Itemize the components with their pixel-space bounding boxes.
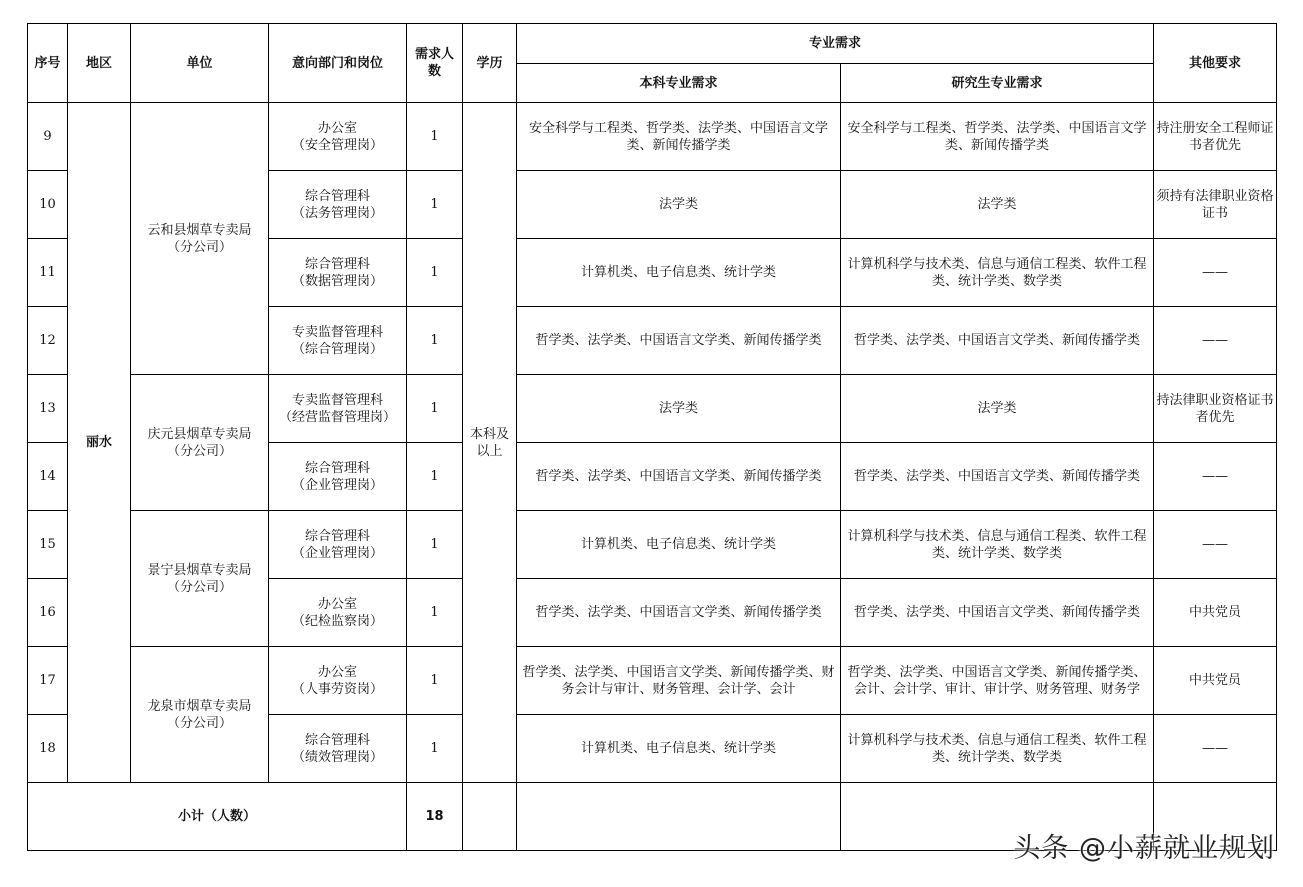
undergrad-major-cell: 计算机类、电子信息类、统计学类 — [517, 715, 841, 783]
dept-name: 专卖监督管理科 — [291, 324, 383, 340]
dept-cell — [269, 715, 407, 783]
dept-name: 办公室 — [317, 120, 357, 136]
undergrad-major-cell: 安全科学与工程类、哲学类、法学类、中国语言文学类、新闻传播学类 — [517, 103, 841, 171]
unit-cell — [131, 511, 269, 647]
other-requirement-cell: —— — [1154, 307, 1277, 375]
count-cell: 1 — [407, 511, 463, 579]
subtotal-undergrad-empty — [517, 783, 841, 851]
post-name: （安全管理岗） — [291, 137, 383, 153]
grad-major-cell: 法学类 — [841, 171, 1154, 239]
watermark: 头条 @小薪就业规划 — [1013, 833, 1275, 864]
dept-name: 综合管理科 — [304, 460, 370, 476]
post-name: （数据管理岗） — [291, 273, 383, 289]
undergrad-major-cell: 哲学类、法学类、中国语言文学类、新闻传播学类 — [517, 579, 841, 647]
subtotal-label: 小计（人数） — [28, 783, 407, 851]
row-seq: 9 — [28, 103, 68, 171]
dept-cell — [269, 171, 407, 239]
recruitment-table — [27, 23, 1277, 851]
dept-cell — [269, 103, 407, 171]
dept-name: 综合管理科 — [304, 256, 370, 272]
dept-name: 办公室 — [317, 596, 357, 612]
row-seq: 16 — [28, 579, 68, 647]
row-seq: 10 — [28, 171, 68, 239]
row-seq: 18 — [28, 715, 68, 783]
region-cell: 丽水 — [68, 103, 131, 783]
subtotal-edu-empty — [463, 783, 517, 851]
table-row — [28, 511, 1277, 579]
undergrad-major-cell: 法学类 — [517, 375, 841, 443]
count-cell: 1 — [407, 715, 463, 783]
header-dept: 意向部门和岗位 — [269, 24, 407, 103]
post-name: （综合管理岗） — [291, 341, 383, 357]
header-unit: 单位 — [131, 24, 269, 103]
other-requirement-cell: 持法律职业资格证书者优先 — [1154, 375, 1277, 443]
grad-major-cell: 计算机科学与技术类、信息与通信工程类、软件工程类、统计学类、数学类 — [841, 239, 1154, 307]
unit-name: 景宁县烟草专卖局 — [147, 562, 252, 578]
table-body — [28, 103, 1277, 851]
count-cell: 1 — [407, 171, 463, 239]
dept-cell — [269, 511, 407, 579]
unit-name: 龙泉市烟草专卖局 — [147, 698, 252, 714]
education-cell: 本科及以上 — [463, 103, 517, 783]
unit-cell — [131, 375, 269, 511]
post-name: （法务管理岗） — [291, 205, 383, 221]
dept-cell — [269, 375, 407, 443]
row-seq: 15 — [28, 511, 68, 579]
post-name: （企业管理岗） — [291, 477, 383, 493]
header-seq: 序号 — [28, 24, 68, 103]
header-major: 专业需求 — [517, 24, 1154, 64]
count-cell: 1 — [407, 647, 463, 715]
undergrad-major-cell: 计算机类、电子信息类、统计学类 — [517, 511, 841, 579]
other-requirement-cell: —— — [1154, 511, 1277, 579]
header-grad: 研究生专业需求 — [841, 64, 1154, 103]
count-cell: 1 — [407, 103, 463, 171]
dept-name: 综合管理科 — [304, 732, 370, 748]
dept-name: 专卖监督管理科 — [291, 392, 383, 408]
unit-sub: （分公司） — [166, 239, 232, 255]
grad-major-cell: 计算机科学与技术类、信息与通信工程类、软件工程类、统计学类、数学类 — [841, 511, 1154, 579]
row-seq: 17 — [28, 647, 68, 715]
count-cell: 1 — [407, 579, 463, 647]
post-name: （人事劳资岗） — [291, 681, 383, 697]
dept-cell — [269, 443, 407, 511]
grad-major-cell: 法学类 — [841, 375, 1154, 443]
grad-major-cell: 哲学类、法学类、中国语言文学类、新闻传播学类 — [841, 307, 1154, 375]
unit-cell — [131, 103, 269, 375]
count-cell: 1 — [407, 443, 463, 511]
other-requirement-cell: —— — [1154, 443, 1277, 511]
unit-sub: （分公司） — [166, 443, 232, 459]
grad-major-cell: 哲学类、法学类、中国语言文学类、新闻传播学类 — [841, 579, 1154, 647]
other-requirement-cell: 中共党员 — [1154, 579, 1277, 647]
post-name: （企业管理岗） — [291, 545, 383, 561]
grad-major-cell: 计算机科学与技术类、信息与通信工程类、软件工程类、统计学类、数学类 — [841, 715, 1154, 783]
undergrad-major-cell: 哲学类、法学类、中国语言文学类、新闻传播学类 — [517, 307, 841, 375]
header-edu: 学历 — [463, 24, 517, 103]
post-name: （纪检监察岗） — [291, 613, 383, 629]
table-row — [28, 647, 1277, 715]
dept-cell — [269, 647, 407, 715]
undergrad-major-cell: 法学类 — [517, 171, 841, 239]
grad-major-cell: 哲学类、法学类、中国语言文学类、新闻传播学类 — [841, 443, 1154, 511]
dept-cell — [269, 239, 407, 307]
count-cell: 1 — [407, 239, 463, 307]
count-cell: 1 — [407, 307, 463, 375]
dept-cell — [269, 307, 407, 375]
other-requirement-cell: 须持有法律职业资格证书 — [1154, 171, 1277, 239]
dept-name: 办公室 — [317, 664, 357, 680]
row-seq: 12 — [28, 307, 68, 375]
header-count: 需求人数 — [407, 24, 463, 103]
grad-major-cell: 哲学类、法学类、中国语言文学类、新闻传播学类、会计、会计学、审计、审计学、财务管理、财务学 — [841, 647, 1154, 715]
grad-major-cell: 安全科学与工程类、哲学类、法学类、中国语言文学类、新闻传播学类 — [841, 103, 1154, 171]
header-other: 其他要求 — [1154, 24, 1277, 103]
dept-name: 综合管理科 — [304, 188, 370, 204]
subtotal-count: 18 — [407, 783, 463, 851]
dept-cell — [269, 579, 407, 647]
other-requirement-cell: 中共党员 — [1154, 647, 1277, 715]
table-row — [28, 375, 1277, 443]
dept-name: 综合管理科 — [304, 528, 370, 544]
row-seq: 13 — [28, 375, 68, 443]
post-name: （绩效管理岗） — [291, 749, 383, 765]
count-cell: 1 — [407, 375, 463, 443]
unit-cell — [131, 647, 269, 783]
unit-name: 云和县烟草专卖局 — [147, 222, 252, 238]
row-seq: 14 — [28, 443, 68, 511]
unit-sub: （分公司） — [166, 715, 232, 731]
table-row — [28, 103, 1277, 171]
row-seq: 11 — [28, 239, 68, 307]
undergrad-major-cell: 哲学类、法学类、中国语言文学类、新闻传播学类 — [517, 443, 841, 511]
undergrad-major-cell: 哲学类、法学类、中国语言文学类、新闻传播学类、财务会计与审计、财务管理、会计学、会计 — [517, 647, 841, 715]
post-name: （经营监督管理岗） — [278, 409, 396, 425]
other-requirement-cell: 持注册安全工程师证书者优先 — [1154, 103, 1277, 171]
other-requirement-cell: —— — [1154, 715, 1277, 783]
unit-sub: （分公司） — [166, 579, 232, 595]
other-requirement-cell: —— — [1154, 239, 1277, 307]
header-region: 地区 — [68, 24, 131, 103]
undergrad-major-cell: 计算机类、电子信息类、统计学类 — [517, 239, 841, 307]
unit-name: 庆元县烟草专卖局 — [147, 426, 252, 442]
header-undergrad: 本科专业需求 — [517, 64, 841, 103]
